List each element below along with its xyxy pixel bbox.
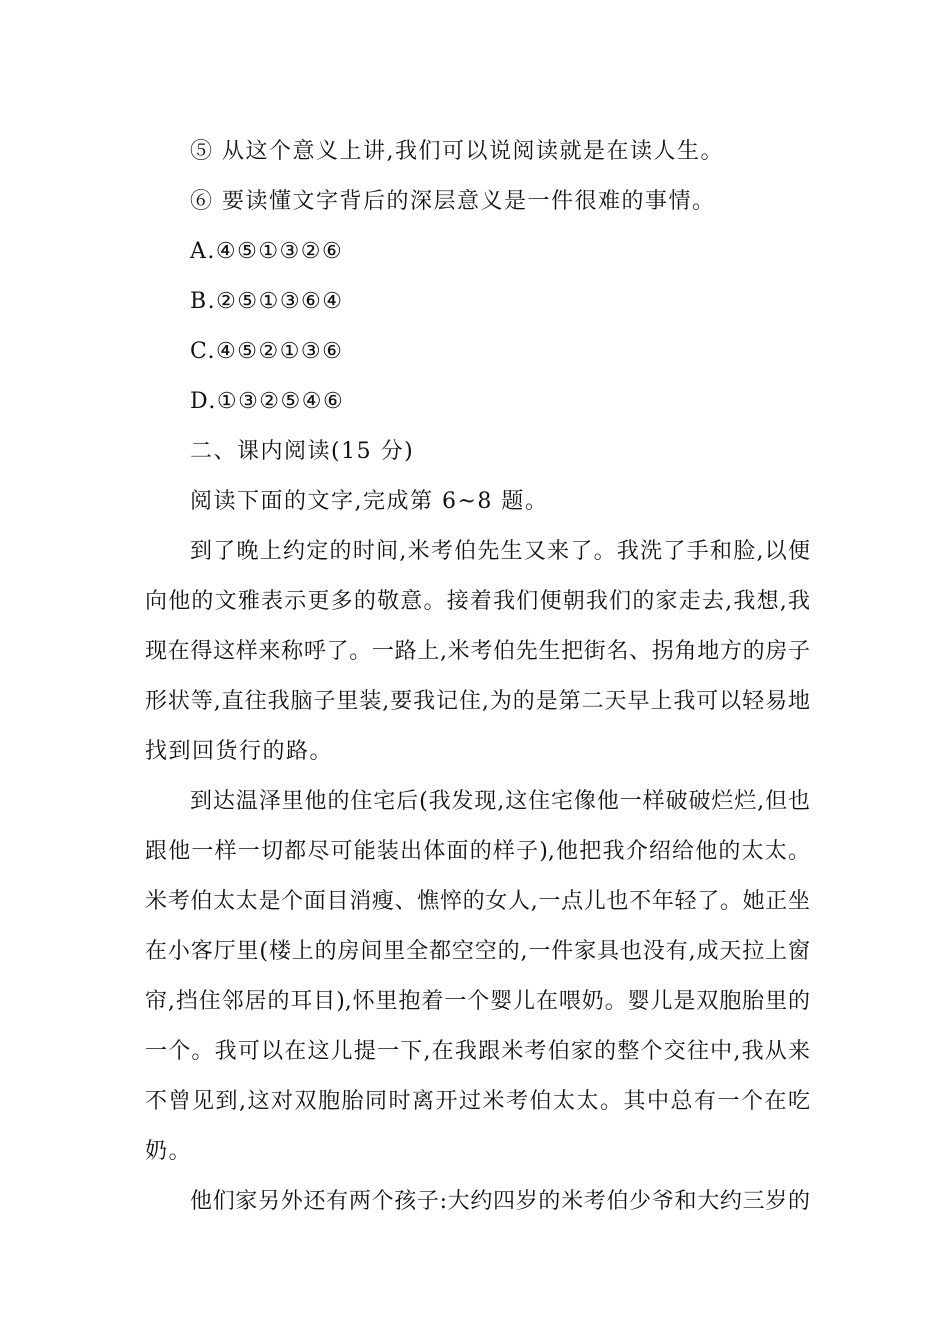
paragraph-2-line: 一个。我可以在这儿提一下,在我跟米考伯家的整个交往中,我从来 [145, 1039, 810, 1064]
option-item-6: ⑥ 要读懂文字背后的深层意义是一件很难的事情。 [190, 189, 716, 214]
paragraph-1-line: 到了晚上约定的时间,米考伯先生又来了。我洗了手和脸,以便 [190, 539, 810, 564]
paragraph-2-line: 米考伯太太是个面目消瘦、憔悴的女人,一点儿也不年轻了。她正坐 [145, 889, 810, 914]
paragraph-2-line: 到达温泽里他的住宅后(我发现,这住宅像他一样破破烂烂,但也 [190, 789, 810, 814]
paragraph-1-line: 现在得这样来称呼了。一路上,米考伯先生把街名、拐角地方的房子 [145, 639, 810, 664]
option-item-5: ⑤ 从这个意义上讲,我们可以说阅读就是在读人生。 [190, 139, 724, 164]
choice-c: C.④⑤②①③⑥ [190, 339, 344, 364]
paragraph-2-line: 不曾见到,这对双胞胎同时离开过米考伯太太。其中总有一个在吃 [145, 1089, 810, 1114]
paragraph-1-line: 向他的文雅表示更多的敬意。接着我们便朝我们的家走去,我想,我 [145, 589, 810, 614]
section-heading: 二、课内阅读(15 分) [190, 439, 415, 464]
paragraph-1-line: 找到回货行的路。 [145, 739, 334, 764]
section-instruction: 阅读下面的文字,完成第 6~8 题。 [190, 489, 549, 514]
paragraph-2-line: 跟他一样一切都尽可能装出体面的样子),他把我介绍给他的太太。 [145, 839, 810, 864]
paragraph-3-line: 他们家另外还有两个孩子:大约四岁的米考伯少爷和大约三岁的 [190, 1189, 810, 1214]
choice-a: A.④⑤①③②⑥ [190, 239, 344, 264]
choice-b: B.②⑤①③⑥④ [190, 289, 344, 314]
paragraph-1-line: 形状等,直往我脑子里装,要我记住,为的是第二天早上我可以轻易地 [145, 689, 810, 714]
choice-d: D.①③②⑤④⑥ [190, 389, 345, 414]
paragraph-2-line: 帘,挡住邻居的耳目),怀里抱着一个婴儿在喂奶。婴儿是双胞胎里的 [145, 989, 810, 1014]
paragraph-2-line: 在小客厅里(楼上的房间里全都空空的,一件家具也没有,成天拉上窗 [145, 939, 810, 964]
paragraph-2-line: 奶。 [145, 1139, 193, 1164]
